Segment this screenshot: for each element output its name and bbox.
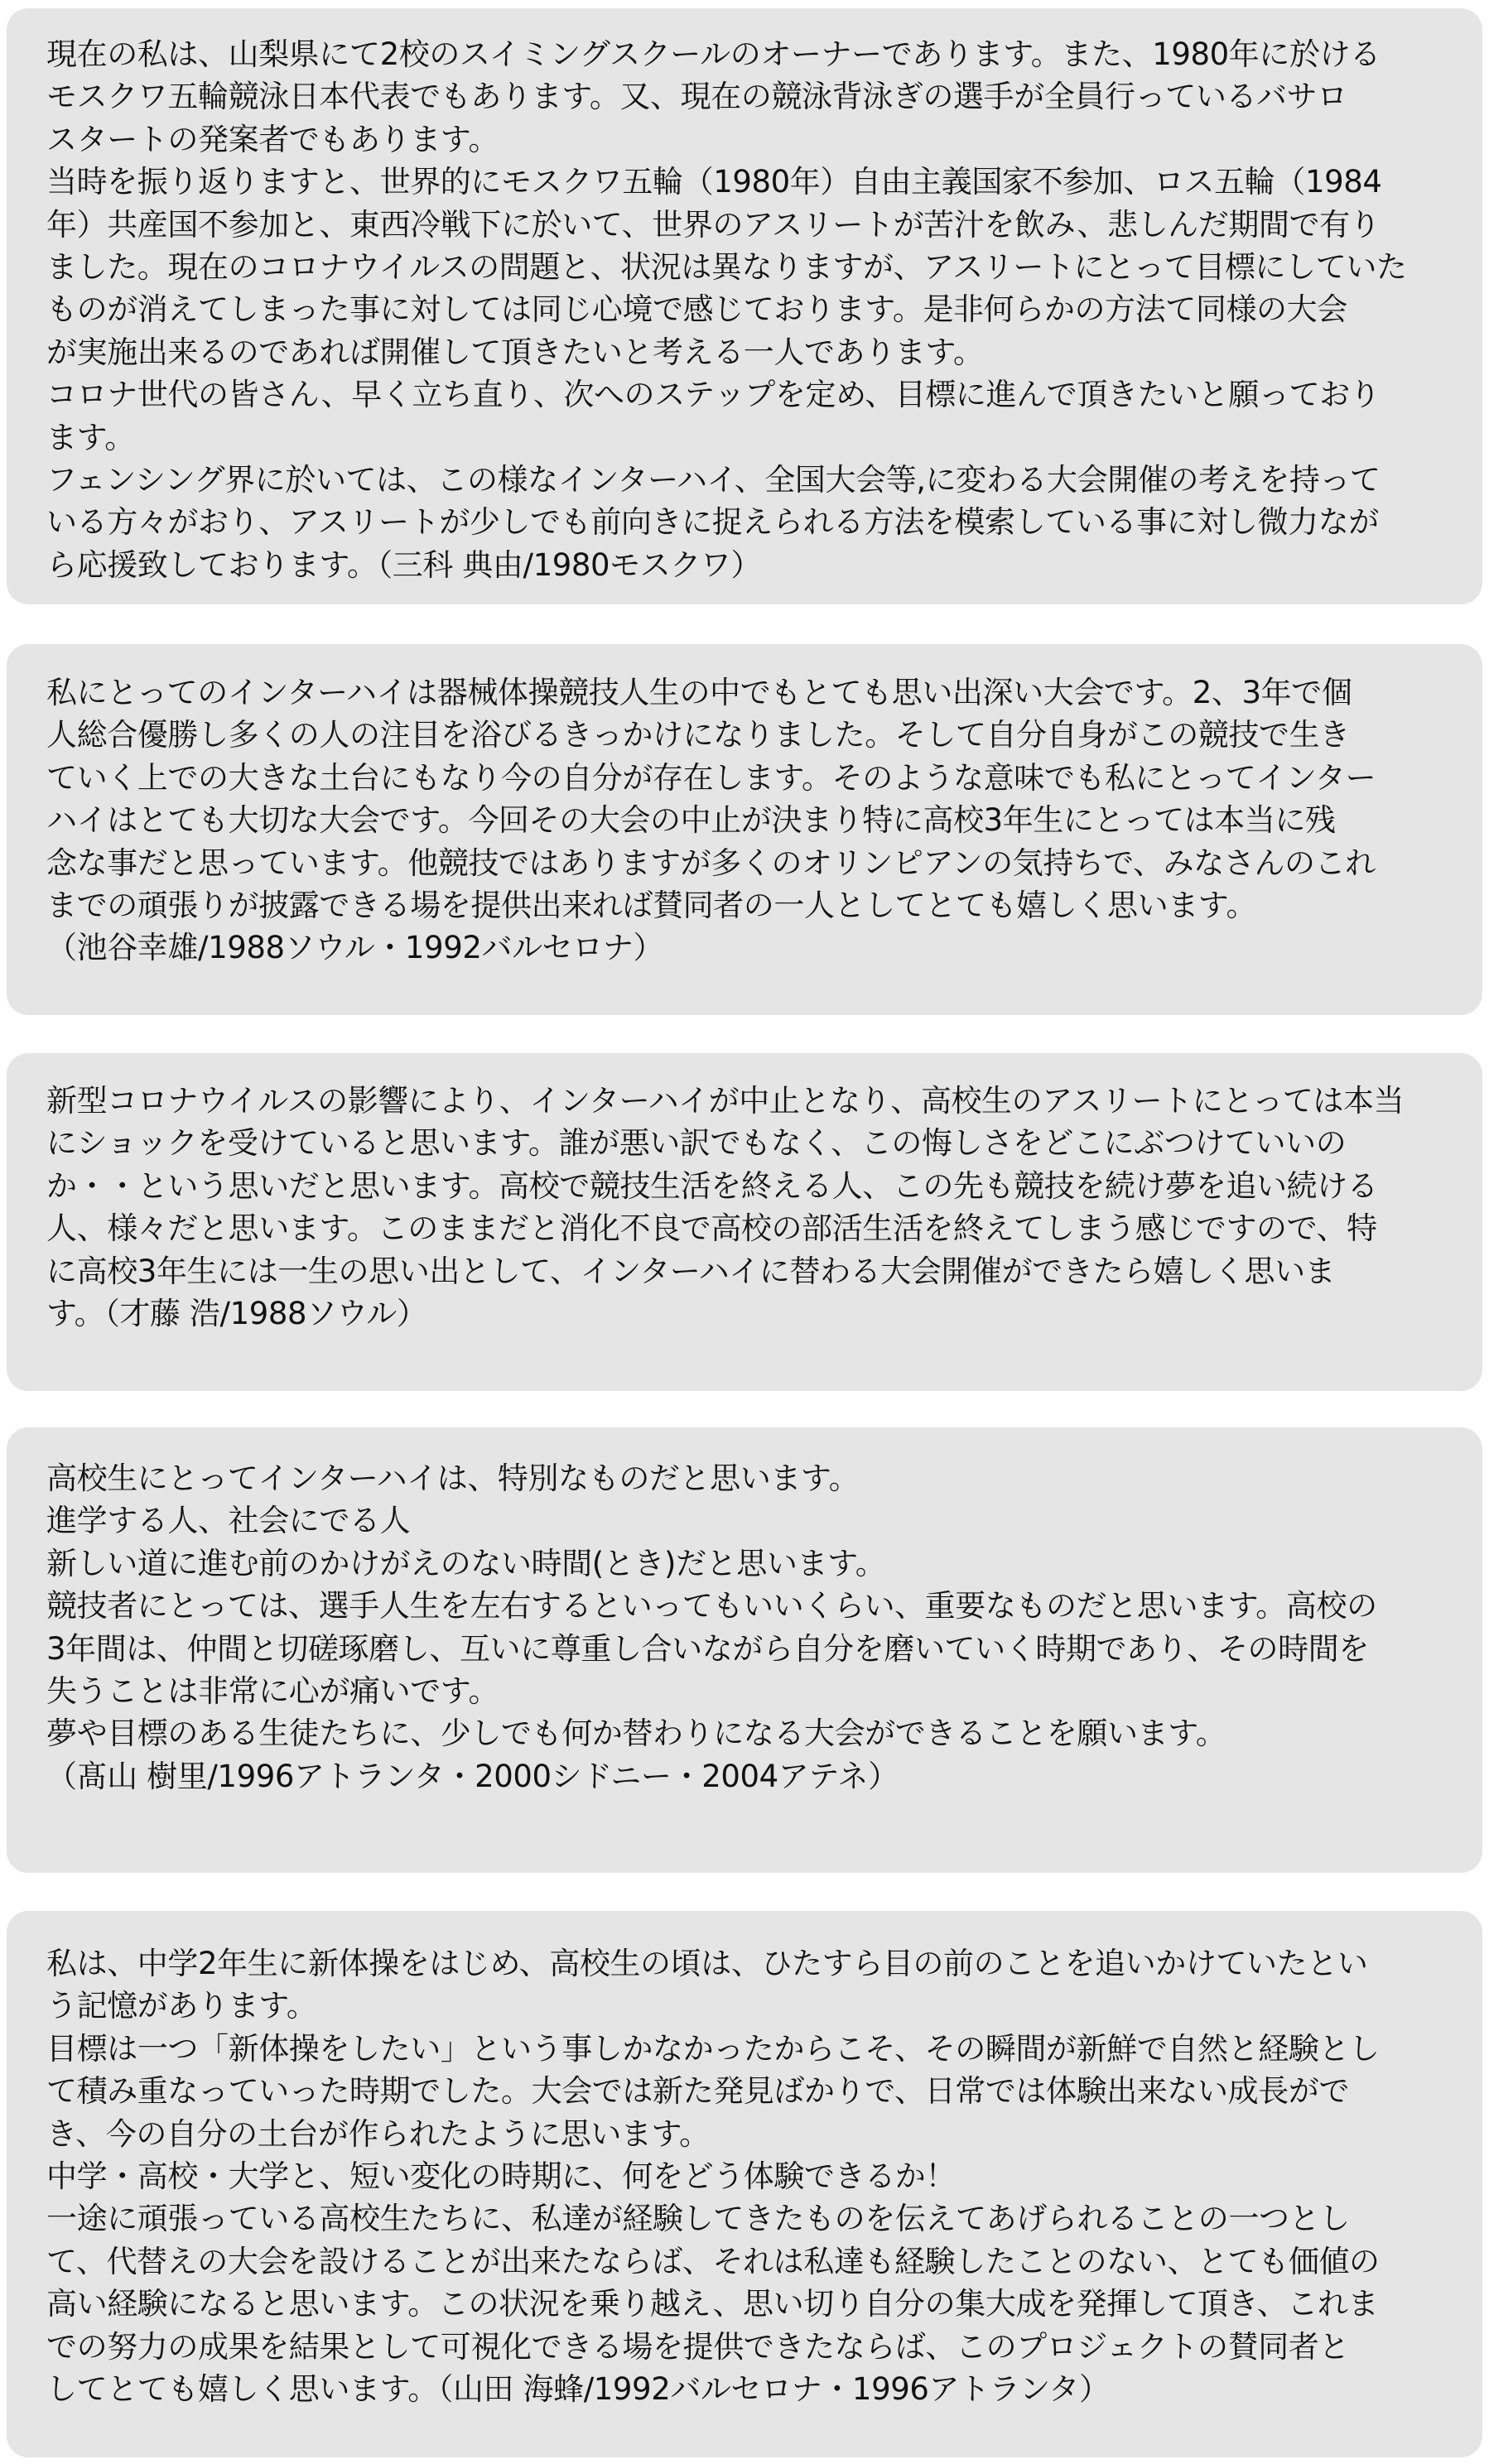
comment-line: 失うことは非常に心が痛いです。: [46, 1672, 499, 1709]
comment-line: モスクワ五輪競泳日本代表でもあります。又、現在の競泳背泳ぎの選手が全員行っているバサロ: [46, 79, 1347, 115]
comment-author-line: してとても嬉しく思います。（山田 海蜂/1992バルセロナ・1996アトランタ）: [46, 2370, 1110, 2407]
comment-line: 私にとってのインターハイは器械体操競技人生の中でもとても思い出深い大会です。2、3年で個: [46, 675, 1352, 710]
comment-line: 競技者にとっては、選手人生を左右するといってもいいくらい、重要なものだと思います。高校の: [46, 1588, 1377, 1624]
comment-line: 高い経験になると思います。この状況を乗り越え、思い切り自分の集大成を発揮して頂き、これま: [46, 2286, 1379, 2322]
comment-author-line: （髙山 樹里/1996アトランタ・2000シドニー・2004アテネ）: [46, 1758, 899, 1794]
comment-line: ました。現在のコロナウイルスの問題と、状況は異なりますが、アスリートにとって目標にしていた: [46, 248, 1407, 285]
comment-line: う記憶があります。: [46, 1988, 317, 2024]
comment-line: 夢や目標のある生徒たちに、少しでも何か替わりになる大会ができることを願います。: [46, 1716, 1226, 1752]
comment-card-3: [7, 1053, 1482, 1391]
comment-line: ものが消えてしまった事に対しては同じ心境で感じております。是非何らかの方法て同様の大会: [46, 291, 1347, 328]
comment-line: 新しい道に進む前のかけがえのない時間(とき)だと思います。: [46, 1545, 886, 1581]
comment-line: スタートの発案者でもあります。: [46, 121, 499, 157]
comment-line: が実施出来るのであれば開催して頂きたいと考える一人であります。: [46, 334, 984, 370]
comment-line: 3年間は、仲間と切磋琢磨し、互いに尊重し合いながら自分を磨いていく時期であり、その時間を: [46, 1630, 1369, 1667]
comment-line: フェンシング界に於いては、この様なインターハイ、全国大会等,に変わる大会開催の考えを持って: [46, 461, 1381, 498]
comment-line: 私は、中学2年生に新体操をはじめ、高校生の頃は、ひたすら目の前のことを追いかけていたとい: [46, 1946, 1368, 1981]
comment-line: 進学する人、社会にでる人: [46, 1503, 411, 1539]
comment-line: 年）共産国不参加と、東西冷戦下に於いて、世界のアスリートが苦汁を飲み、悲しんだ期間で有り: [46, 206, 1381, 243]
comment-line: での努力の成果を結果として可視化できる場を提供できたならば、このプロジェクトの賛同者と: [46, 2328, 1350, 2365]
comment-line: に高校3年生には一生の思い出として、インターハイに替わる大会開催ができたら嬉しく思いま: [46, 1253, 1336, 1289]
comment-line: 高校生にとってインターハイは、特別なものだと思います。: [46, 1461, 860, 1496]
comment-line: 念な事だと思っています。他競技ではありますが多くのオリンピアンの気持ちで、みなさんのこれ: [46, 845, 1376, 881]
comment-line: ハイはとても大切な大会です。今回その大会の中止が決まり特に高校3年生にとっては本当に残: [46, 802, 1336, 839]
comment-line: 現在の私は、山梨県にて2校のスイミングスクールのオーナーであります。また、1980年に於ける: [46, 36, 1381, 72]
comment-line: までの頑張りが披露できる場を提供出来れば賛同者の一人としてとても嬉しく思います。: [46, 887, 1257, 923]
comment-line: か・・という思いだと思います。高校で競技生活を終える人、この先も競技を続け夢を追い続ける: [46, 1167, 1378, 1204]
comment-line: いる方々がおり、アスリートが少しでも前向きに捉えられる方法を模索している事に対し微力なが: [46, 504, 1379, 541]
comment-card-4: [7, 1427, 1482, 1873]
comment-line: て積み重なっていった時期でした。大会では新た発見ばかりで、日常では体験出来ない成長がで: [46, 2073, 1350, 2110]
comment-card-1: [7, 8, 1482, 604]
comment-line: 中学・高校・大学と、短い変化の時期に、何をどう体験できるか！: [46, 2158, 956, 2194]
comment-card-5: [7, 1911, 1482, 2457]
comment-line: にショックを受けていると思います。誰が悪い訳でもなく、この悔しさをどこにぶつけていいの: [46, 1125, 1347, 1162]
comment-line: き、今の自分の土台が作られたように思います。: [46, 2115, 710, 2152]
comment-line: 人、様々だと思います。このままだと消化不良で高校の部活生活を終えてしまう感じですので、特: [46, 1210, 1377, 1247]
comment-line: 当時を振り返りますと、世界的にモスクワ五輪（1980年）自由主義国家不参加、ロス五輪（1984: [46, 164, 1382, 200]
comment-line: コロナ世代の皆さん、早く立ち直り、次へのステップを定め、目標に進んで頂きたいと願っており: [46, 377, 1381, 413]
comment-author-line: （池谷幸雄/1988ソウル・1992バルセロナ）: [46, 930, 664, 966]
comment-line: ます。: [46, 419, 135, 455]
comment-line: ていく上での大きな土台にもなり今の自分が存在します。そのような意味でも私にとってインター: [46, 759, 1376, 796]
comment-line: 一途に頑張っている高校生たちに、私達が経験してきたものを伝えてあげられることの一つとし: [46, 2201, 1350, 2237]
comment-line: て、代替えの大会を設けることが出来たならば、それは私達も経験したことのない、とても価値の: [46, 2243, 1380, 2279]
comment-author-line: ら応援致しております。（三科 典由/1980モスクワ）: [46, 546, 762, 583]
comment-line: 新型コロナウイルスの影響により、インターハイが中止となり、高校生のアスリートにとっては本当: [46, 1083, 1405, 1119]
comment-line: 人総合優勝し多くの人の注目を浴びるきっかけになりました。そして自分自身がこの競技で生き: [46, 717, 1350, 753]
comment-card-2: [7, 644, 1482, 1015]
comment-author-line: す。（才藤 浩/1988ソウル）: [46, 1295, 427, 1331]
comment-line: 目標は一つ「新体操をしたい」という事しかなかったからこそ、その瞬間が新鮮で自然と経験とし: [46, 2030, 1380, 2067]
